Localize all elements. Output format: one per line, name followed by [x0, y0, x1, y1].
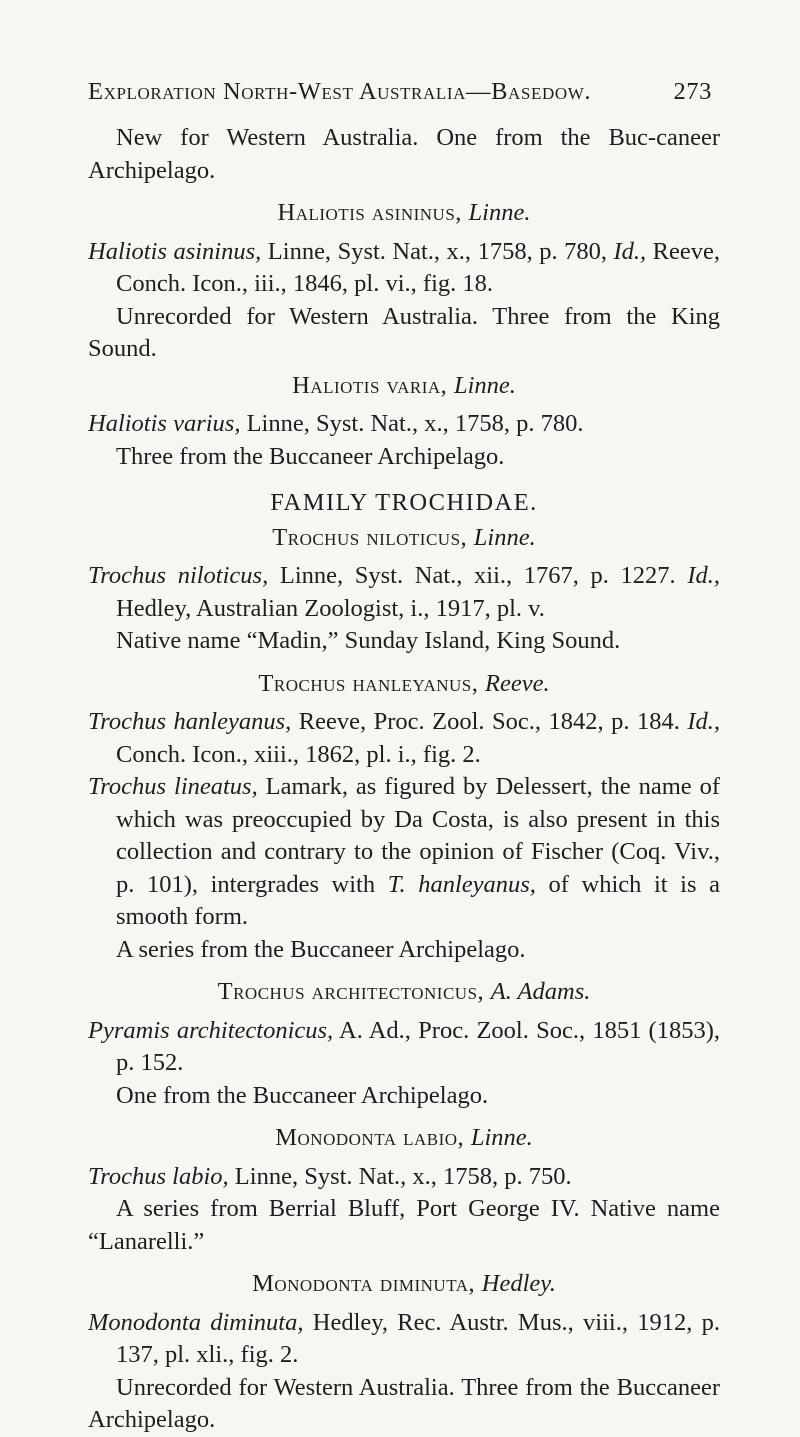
reference-taxon: Trochus hanleyanus,	[88, 708, 292, 735]
reference-text: Linne, Syst. Nat., xii., 1767, p. 1227.	[268, 562, 688, 589]
species-name: Trochus hanleyanus,	[258, 669, 479, 697]
species-author: Linne.	[468, 199, 531, 226]
species-name: Trochus architectonicus,	[217, 978, 485, 1005]
species-heading	[88, 522, 720, 555]
species-heading	[88, 370, 720, 403]
reference-taxon: Pyramis architectonicus,	[88, 1016, 334, 1044]
page-number: 273	[673, 78, 712, 105]
reference-id: Id.,	[613, 237, 647, 265]
remark-text: Lamark, as figured by Delessert, the name of which was preoccupied by Da Costa, is also present in this collection and contrary to the opinion of Fischer (Coq. Viv., p. 101), intergrades with	[116, 773, 720, 898]
reference-entry	[88, 1307, 720, 1372]
species-heading	[88, 1122, 720, 1155]
species-note: Unrecorded for Western Australia. Three from the Buccaneer Archipelago.	[88, 1373, 720, 1433]
reference-id: Id.,	[687, 708, 720, 735]
reference-text: A. Ad., Proc. Zool. Soc., 1851 (1853), p. 152.	[116, 1016, 720, 1076]
remark-text: of which it is a smooth form.	[116, 870, 720, 930]
reference-text: Hedley, Australian Zoologist, i., 1917, pl. v.	[116, 594, 545, 622]
species-author: Linne.	[473, 523, 536, 551]
species-name: Monodonta labio,	[275, 1124, 465, 1151]
species-name: Haliotis asininus,	[277, 199, 462, 226]
species-author: Linne.	[470, 1124, 533, 1151]
species-heading	[88, 1268, 720, 1301]
species-heading	[88, 668, 720, 701]
reference-taxon: Haliotis varius,	[88, 410, 241, 437]
reference-text: Linne, Syst. Nat., x., 1758, p. 750.	[228, 1162, 572, 1190]
reference-id: Id.,	[687, 562, 720, 589]
page-body	[88, 122, 720, 1437]
reference-entry	[88, 706, 720, 771]
species-name: Trochus niloticus,	[272, 523, 468, 551]
reference-entry	[88, 236, 720, 301]
reference-taxon: Haliotis asininus,	[88, 237, 262, 265]
reference-taxon: Trochus niloticus,	[88, 562, 269, 589]
running-title: Exploration North-West Australia—Basedow.	[88, 78, 592, 105]
species-note: Three from the Buccaneer Archipelago.	[116, 442, 505, 470]
reference-text: Reeve, Proc. Zool. Soc., 1842, p. 184.	[291, 708, 688, 735]
reference-text: Linne, Syst. Nat., x., 1758, p. 780,	[261, 237, 614, 265]
intro-paragraph: New for Western Australia. One from the Buc-caneer Archipelago.	[88, 124, 720, 184]
species-note: A series from Berrial Bluff, Port George IV. Native name “Lanarelli.”	[88, 1195, 720, 1255]
species-note: A series from the Buccaneer Archipelago.	[116, 935, 526, 963]
family-heading: FAMILY TROCHIDAE.	[270, 489, 538, 516]
species-heading	[88, 976, 720, 1009]
species-name: Monodonta diminuta,	[252, 1270, 476, 1297]
species-author: A. Adams.	[490, 978, 591, 1005]
reference-taxon: T. hanleyanus,	[387, 870, 536, 898]
reference-entry	[88, 560, 720, 625]
reference-entry	[88, 1015, 720, 1080]
species-author: Reeve.	[485, 669, 550, 697]
species-author: Hedley.	[481, 1270, 556, 1297]
reference-taxon: Trochus labio,	[88, 1162, 229, 1190]
reference-entry	[88, 1161, 720, 1194]
species-note: Native name “Madin,” Sunday Island, King Sound.	[116, 627, 621, 654]
species-heading	[88, 197, 720, 230]
reference-text: Linne, Syst. Nat., x., 1758, p. 780.	[240, 410, 584, 437]
reference-text: Hedley, Rec. Austr. Mus., viii., 1912, p. 137, pl. xli., fig. 2.	[116, 1308, 720, 1368]
species-author: Linne.	[453, 371, 516, 399]
species-note: One from the Buccaneer Archipelago.	[116, 1081, 489, 1109]
reference-taxon: Monodonta diminuta,	[88, 1308, 304, 1336]
reference-text: Reeve, Conch. Icon., iii., 1846, pl. vi., fig. 18.	[116, 237, 721, 297]
remark-paragraph	[88, 771, 720, 934]
species-name: Haliotis varia,	[292, 371, 448, 399]
reference-entry	[88, 408, 720, 441]
species-note: Unrecorded for Western Australia. Three from the King Sound.	[88, 302, 720, 362]
reference-taxon: Trochus lineatus,	[88, 773, 258, 800]
reference-text: Conch. Icon., xiii., 1862, pl. i., fig. 2.	[116, 740, 481, 768]
